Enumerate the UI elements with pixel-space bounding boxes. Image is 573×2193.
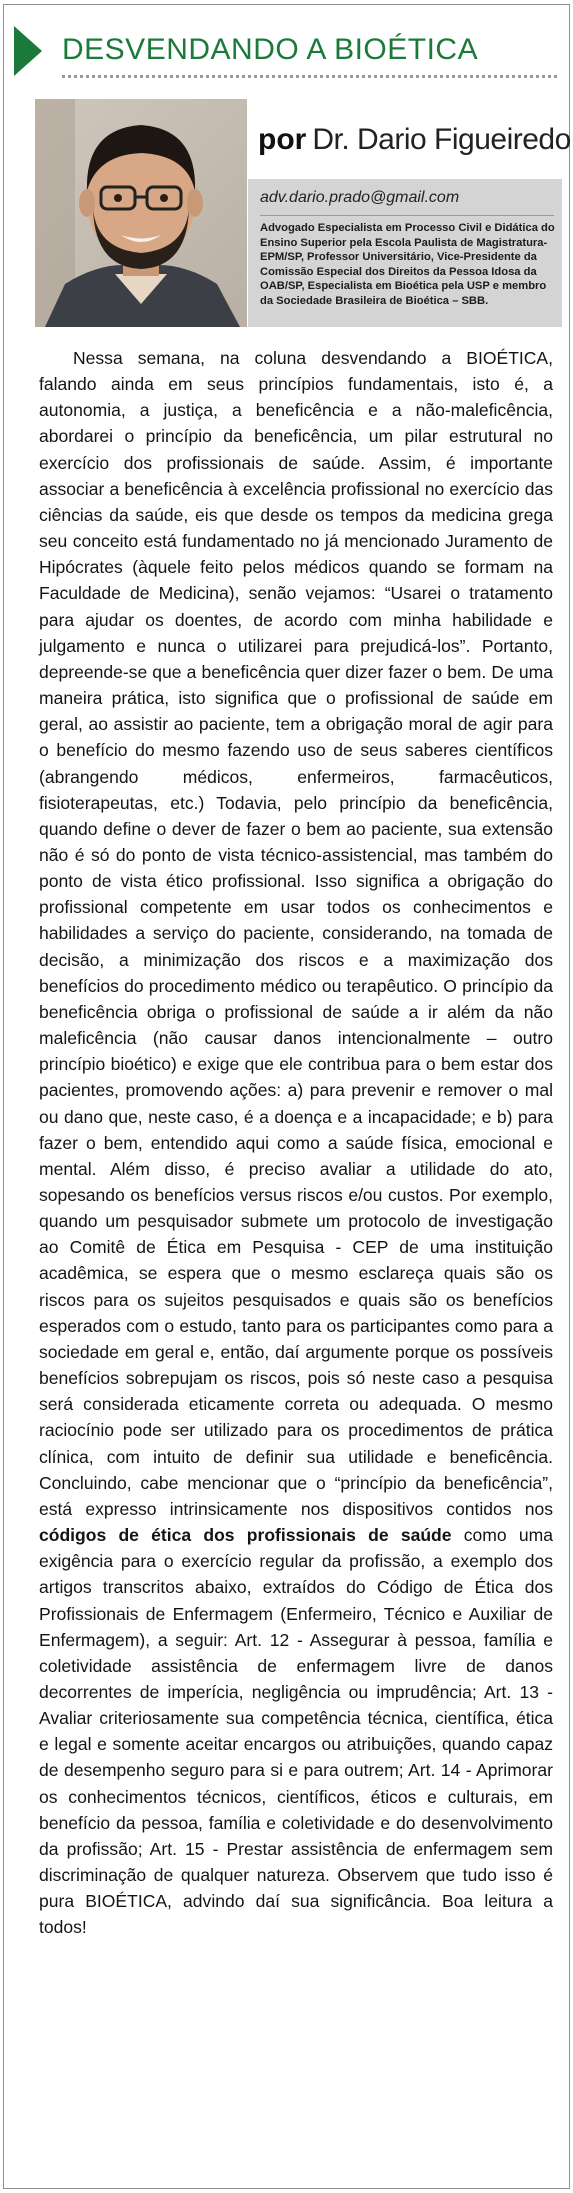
article-body (39, 345, 553, 1941)
header-dotted-rule (62, 75, 557, 78)
article-frame (3, 4, 570, 2189)
play-triangle-icon (14, 26, 42, 76)
article-bold-text: códigos de ética dos profissionais de saúde (39, 1525, 452, 1546)
author-bio: Advogado Especialista em Processo Civil e Didática do Ensino Superior pela Escola Paulista de Magistratura-EPM/SP, Professor Universitário, Vice-Presidente da Comissão Especial dos Direitos da Pessoa Idosa da OAB/SP, Especialista em Bioética pela USP e membro da Sociedade Brasileira de Bioética – SBB. (260, 222, 555, 307)
author-portrait-icon (35, 99, 247, 327)
bio-separator (260, 215, 554, 216)
column-title: DESVENDANDO A BIOÉTICA (62, 33, 479, 66)
author-bio-box (248, 179, 562, 327)
author-name: Dr. Dario Figueiredo (312, 123, 571, 156)
article-text-part1: Nessa semana, na coluna desvendando a BIOÉTICA, falando ainda em seus princípios fundamentais, isto é, a autonomia, a justiça, a beneficência e a não-maleficência, abordarei o princípio da beneficência, um pilar estrutural no exercício dos profissionais de saúde. Assim, é importante associar a beneficência à excelência profissional no exercício das ciências da saúde, eis que desde os tempos da medicina grega seu conceito está fundamentado no já mencionado Juramento de Hipócrates (àquele feito pelos médicos quando se formam na Faculdade de Medicina), senão vejamos: “Usarei o tratamento para ajudar os doentes, de acordo com minha habilidade e julgamento e nunca o utilizarei para prejudicá-los”. Portanto, depreende-se que a beneficência quer dizer fazer o bem. De uma maneira prática, isto significa que o profissional de saúde em geral, ao assistir ao paciente, tem a obrigação moral de agir para o benefício do mesmo fazendo uso de seus saberes científicos (abrangendo médicos, enfermeiros, farmacêuticos, fisioterapeutas, etc.) Todavia, pelo princípio da beneficência, quando define o dever de fazer o bem ao paciente, sua extensão não é só do ponto de vista técnico-assistencial, mas também do ponto de vista ético profissional. Isso significa a obrigação do profissional competente em usar todos os conhecimentos e habilidades a serviço do paciente, considerando, na tomada de decisão, a minimização dos riscos e a maximização dos benefícios do procedimento médico ou terapêutico. O princípio da beneficência obriga o profissional de saúde a ir além da não maleficência (não causar danos intencionalmente – outro princípio bioético) e exige que ele contribua para o bem estar dos pacientes, promovendo ações: a) para prevenir e remover o mal ou dano que, neste caso, é a doença e a incapacidade; e b) para fazer o bem, entendido aqui como a saúde física, emocional e mental. Além disso, é preciso avaliar a utilidade do ato, sopesando os benefícios versus riscos e/ou custos. Por exemplo, quando um pesquisador submete um protocolo de investigação ao Comitê de Ética em Pesquisa - CEP de uma instituição acadêmica, se espera que o mesmo esclareça quais são os riscos para os sujeitos pesquisados e quais são os benefícios esperados com o estudo, tanto para os participantes como para a sociedade em geral e, então, daí argumente porque os possíveis benefícios sobrepujam os riscos, pois só neste caso a pesquisa será considerada eticamente correta ou adequada. O mesmo raciocínio pode ser utilizado para os procedimentos de prática clínica, com intuito de definir sua utilidade e beneficência. Concluindo, cabe mencionar que o “princípio da beneficência”, está expresso intrinsicamente nos dispositivos contidos nos (39, 348, 553, 1519)
article-text-part2: como uma exigência para o exercício regular da profissão, a exemplo dos artigos transcritos abaixo, extraídos do Código de Ética dos Profissionais de Enfermagem (Enfermeiro, Técnico e Auxiliar de Enfermagem), a seguir: Art. 12 - Assegurar à pessoa, família e coletividade assistência de enfermagem livre de danos decorrentes de imperícia, negligência ou imprudência; Art. 13 - Avaliar criteriosamente sua competência técnica, científica, ética e legal e somente aceitar encargos ou atribuições, quando capaz de desempenho seguro para si e para outrem; Art. 14 - Aprimorar os conhecimentos técnicos, científicos, éticos e culturais, em benefício da pessoa, família e coletividade e do desenvolvimento da profissão; Art. 15 - Prestar assistência de enfermagem sem discriminação de qualquer natureza. Observem que tudo isso é pura BIOÉTICA, advindo daí sua significância. Boa leitura a todos! (39, 1525, 553, 1938)
column-header (4, 5, 569, 85)
author-photo (35, 99, 247, 327)
author-byline (258, 123, 571, 162)
author-email[interactable]: adv.dario.prado@gmail.com (260, 189, 460, 206)
byline-prefix: por (258, 123, 307, 156)
